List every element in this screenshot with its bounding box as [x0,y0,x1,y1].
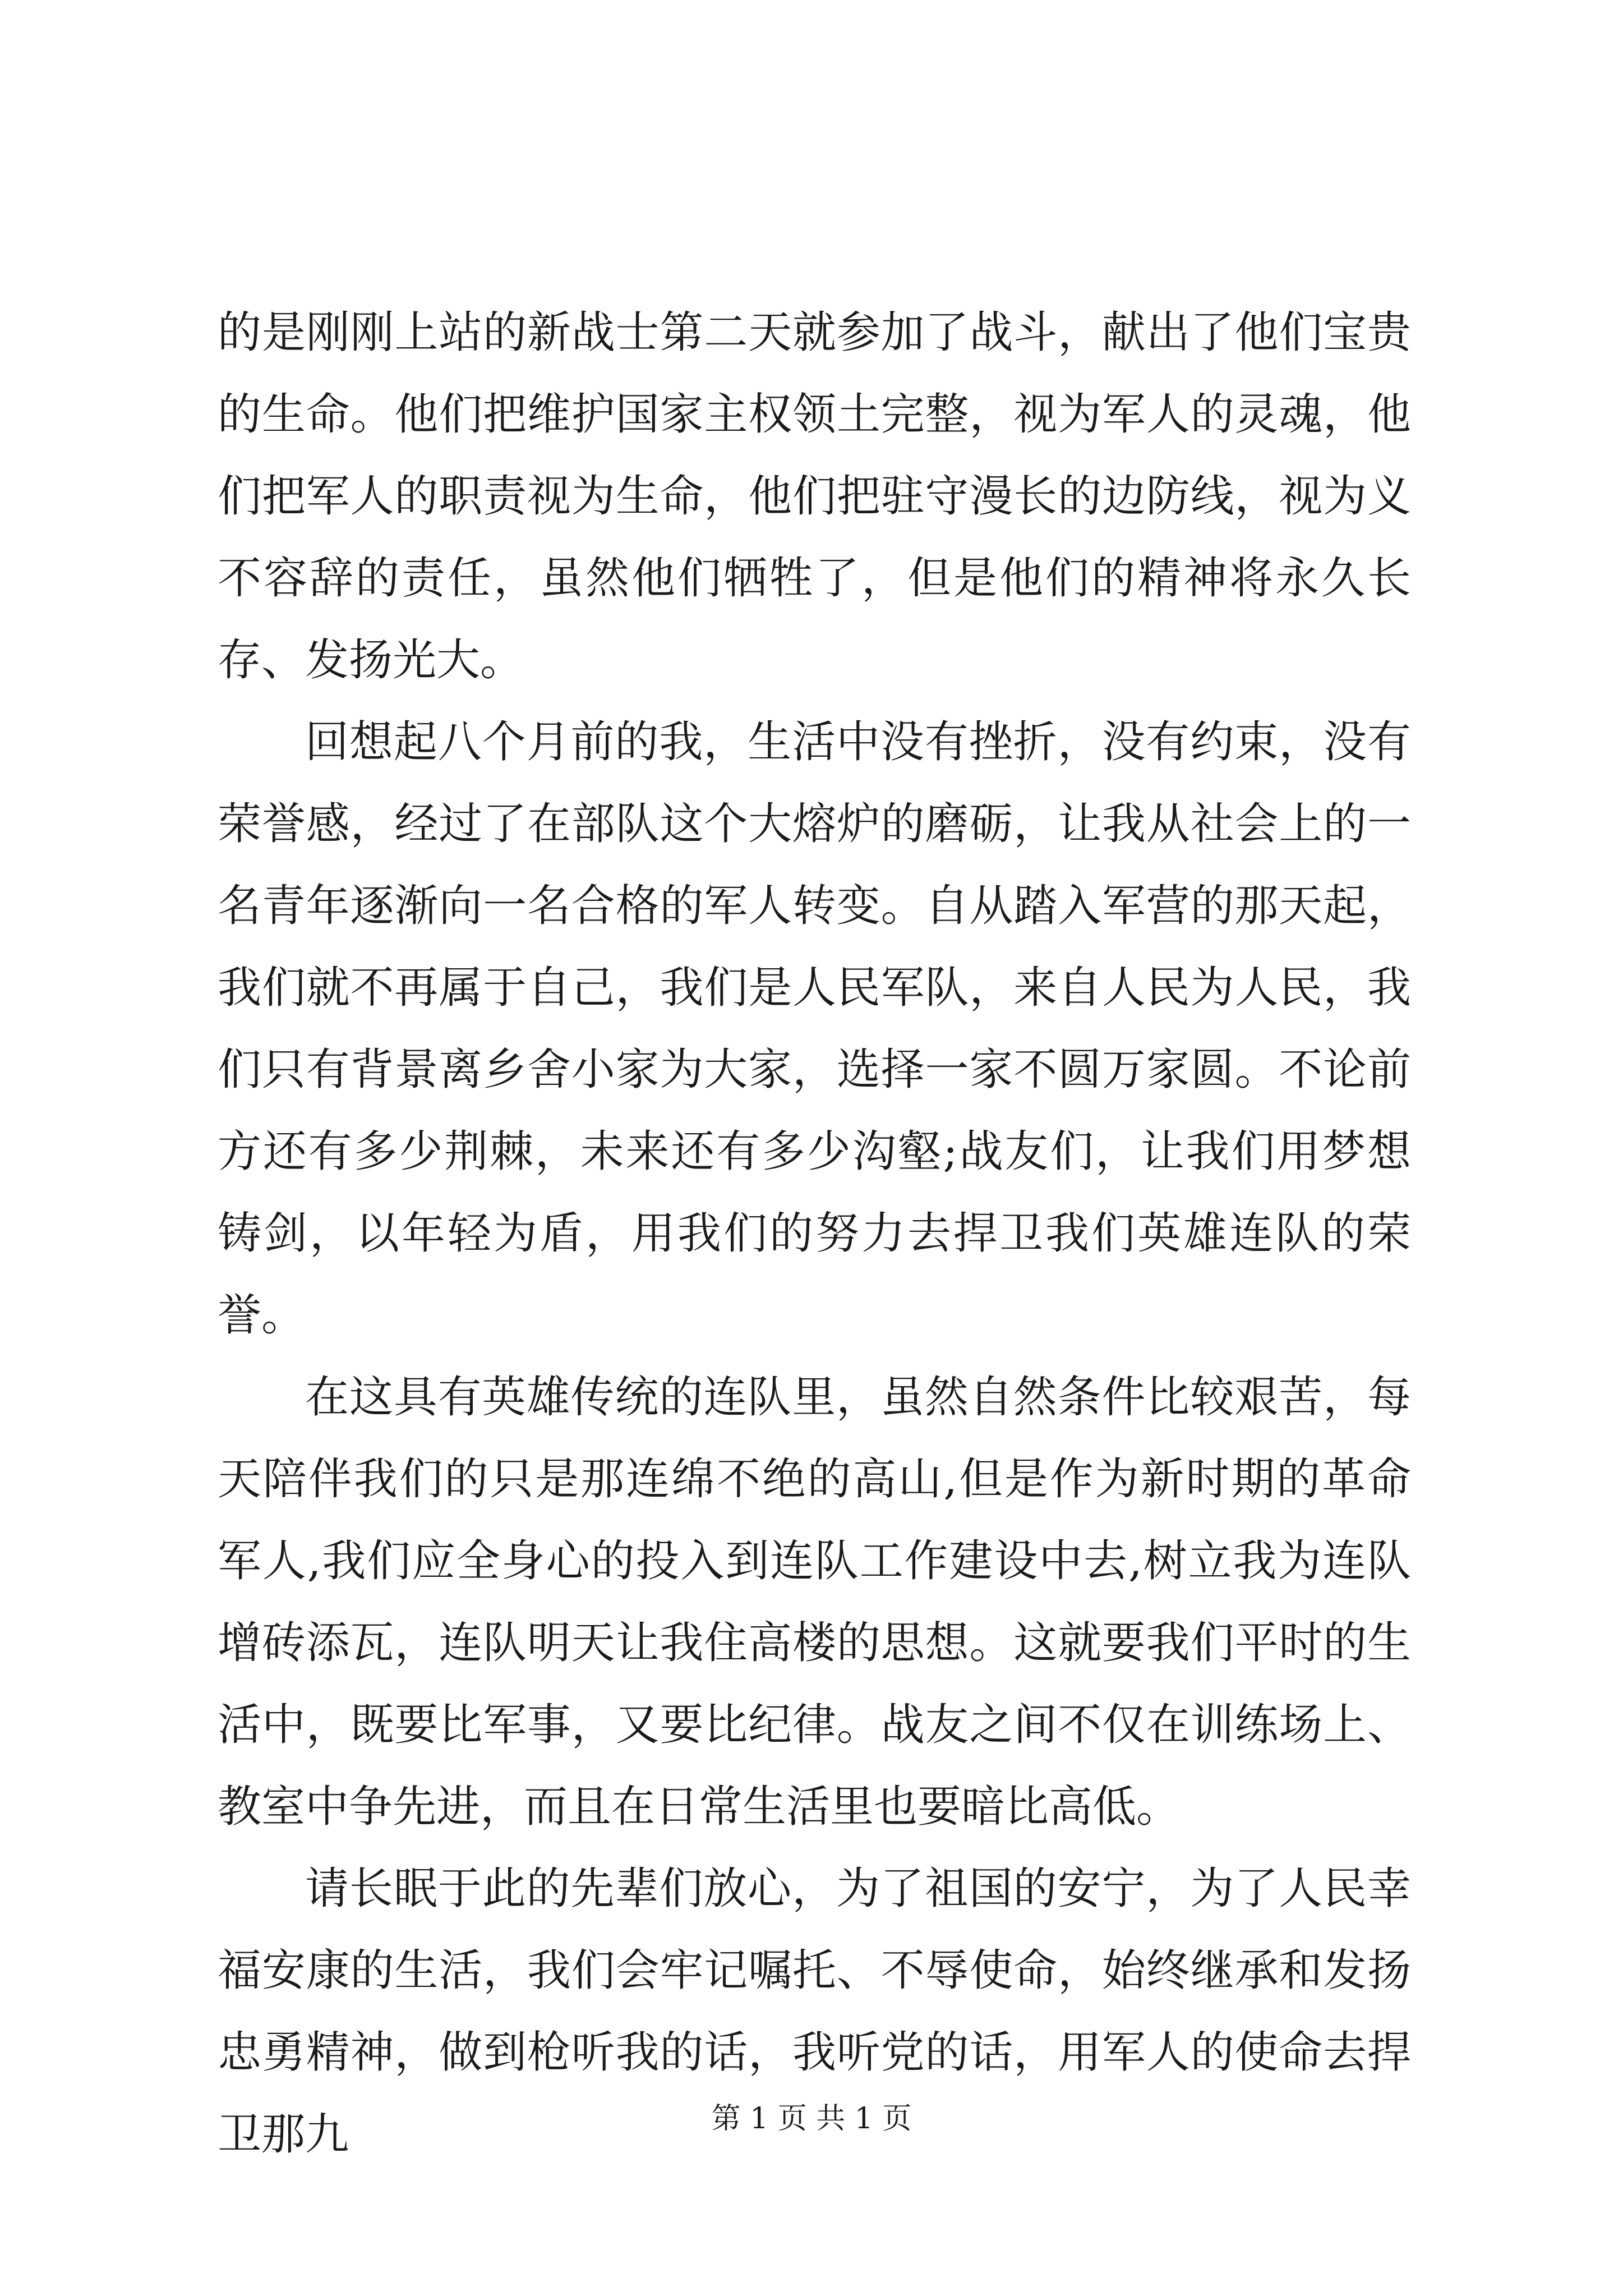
document-body [218,292,1411,2175]
paragraph-4: 请长眠于此的先辈们放心，为了祖国的安宁，为了人民幸福安康的生活，我们会牢记嘱托、不辱使命，始终继承和发扬忠勇精神，做到枪听我的话，我听党的话，用军人的使命去捍卫那九 [218,1864,1411,2160]
paragraph-1: 的是刚刚上站的新战士第二天就参加了战斗，献出了他们宝贵的生命。他们把维护国家主权领土完整，视为军人的灵魂，他们把军人的职责视为生命，他们把驻守漫长的边防线，视为义不容辞的责任，虽然他们牺牲了，但是他们的精神将永久长存、发扬光大。 [218,307,1411,685]
paragraph-3: 在这具有英雄传统的连队里，虽然自然条件比较艰苦，每天陪伴我们的只是那连绵不绝的高山,但是作为新时期的革命军人,我们应全身心的投入到连队工作建设中去,树立我为连队增砖添瓦，连队明天让我住高楼的思想。这就要我们平时的生活中，既要比军事，又要比纪律。战友之间不仅在训练场上、教室中争先进，而且在日常生活里也要暗比高低。 [218,1372,1411,1832]
page-footer: 第 1 页 共 1 页 [711,2102,912,2136]
paragraph-2: 回想起八个月前的我，生活中没有挫折，没有约束，没有荣誉感，经过了在部队这个大熔炉的磨砺，让我从社会上的一名青年逐渐向一名合格的军人转变。自从踏入军营的那天起，我们就不再属于自己，我们是人民军队，来自人民为人民，我们只有背景离乡舍小家为大家，选择一家不圆万家圆。不论前方还有多少荆棘，未来还有多少沟壑;战友们，让我们用梦想铸剑，以年轻为盾，用我们的努力去捍卫我们英雄连队的荣誉。 [218,717,1411,1341]
